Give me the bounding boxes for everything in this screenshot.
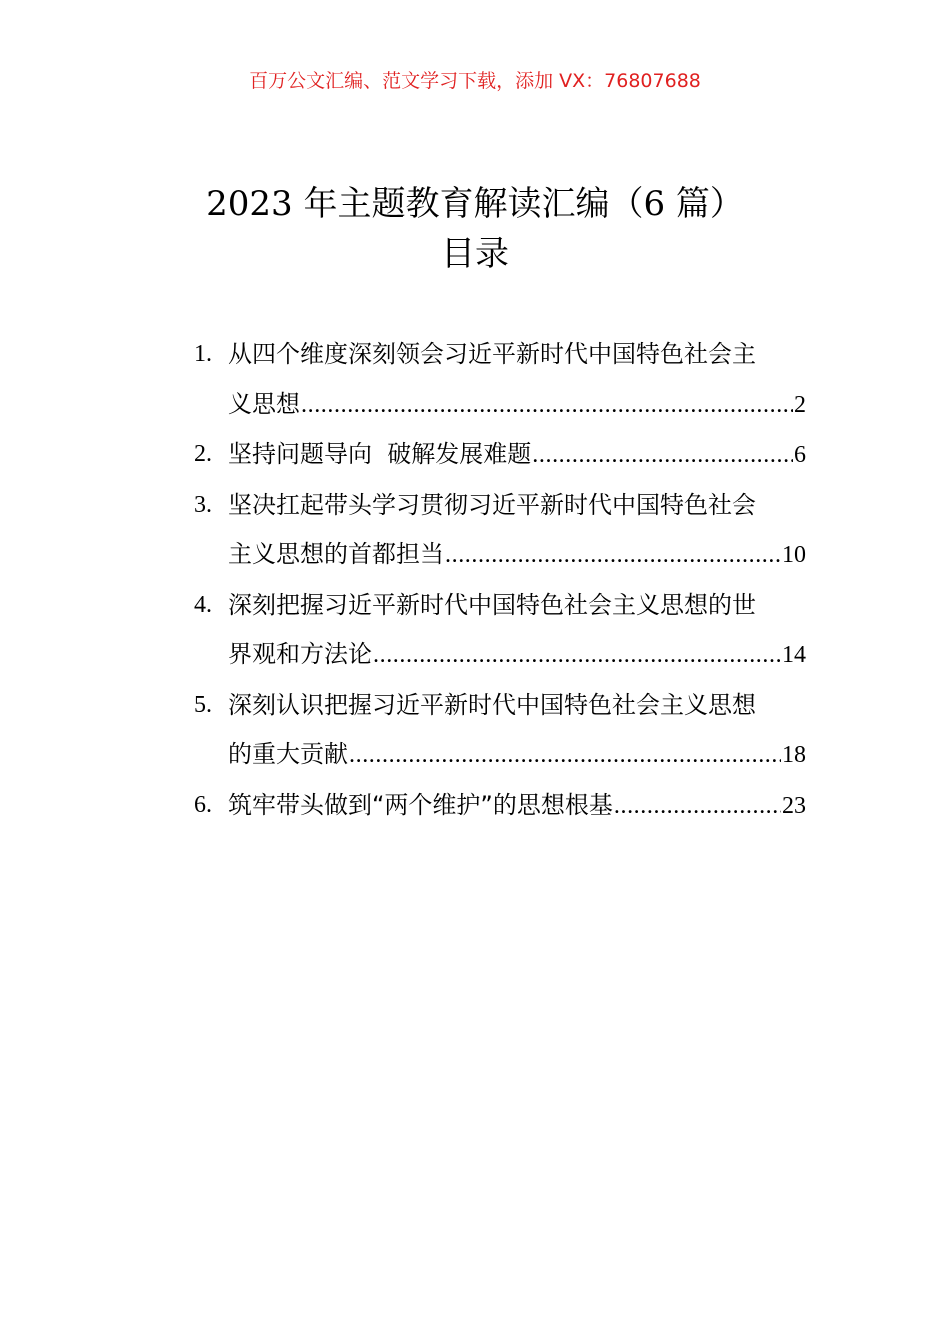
toc-entry-number: 5. <box>194 691 212 718</box>
toc-entry-page: 23 <box>782 792 806 819</box>
toc-entry-number: 2. <box>194 441 212 467</box>
toc-entry-page: 10 <box>782 542 806 568</box>
toc-leader-dots <box>373 631 781 681</box>
toc-entry[interactable] <box>190 581 806 681</box>
toc-entry[interactable] <box>190 781 806 832</box>
document-title: 2023 年主题教育解读汇编（6 篇） <box>206 184 744 224</box>
toc-entry-title-line2: 的重大贡献 <box>228 740 348 768</box>
toc-entry-number: 3. <box>194 491 212 518</box>
toc-leader-dots <box>614 782 781 832</box>
toc-entry-number: 6. <box>194 791 212 818</box>
toc-entry-title-line1: 坚决扛起带头学习贯彻习近平新时代中国特色社会 <box>228 490 756 519</box>
toc-entry-title-line2: 界观和方法论 <box>228 640 372 668</box>
toc-leader-dots <box>349 731 781 781</box>
toc-entry-title-line2: 坚持问题导向 破解发展难题 <box>228 440 532 468</box>
toc-entry-number: 4. <box>194 591 212 618</box>
toc-entry-title-line1: 深刻认识把握习近平新时代中国特色社会主义思想 <box>228 690 756 719</box>
toc-entry-page: 6 <box>794 442 806 468</box>
toc-entry-title-line1: 深刻把握习近平新时代中国特色社会主义思想的世 <box>228 590 756 619</box>
toc-leader-dots <box>445 531 781 581</box>
toc-entry-title-line1: 从四个维度深刻领会习近平新时代中国特色社会主 <box>228 340 756 368</box>
toc-entry[interactable] <box>190 430 806 481</box>
toc-entry[interactable] <box>190 681 806 781</box>
toc-entry-title-line2: 筑牢带头做到“两个维护”的思想根基 <box>228 790 613 819</box>
toc-entry[interactable] <box>190 330 806 430</box>
table-of-contents <box>190 330 806 831</box>
toc-entry-page: 18 <box>782 742 806 768</box>
toc-entry-page: 14 <box>782 642 806 668</box>
toc-entry[interactable] <box>190 481 806 581</box>
toc-entry-title-line2: 义思想 <box>228 389 300 418</box>
toc-entry-title-line2: 主义思想的首都担当 <box>228 540 444 568</box>
header-note: 百万公文汇编、范文学习下载，添加 VX：76807688 <box>249 70 701 92</box>
toc-leader-dots <box>532 431 793 481</box>
toc-heading: 目录 <box>441 234 509 274</box>
toc-leader-dots <box>301 381 793 431</box>
toc-entry-number: 1. <box>194 341 212 367</box>
toc-entry-page: 2 <box>794 391 806 418</box>
